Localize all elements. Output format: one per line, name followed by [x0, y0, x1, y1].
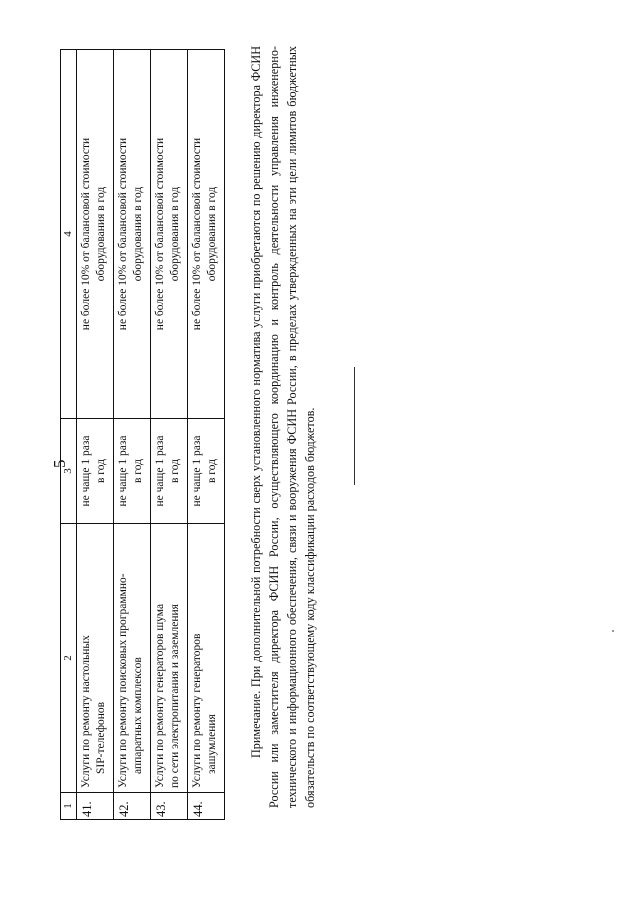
norm-line: не более 10% от балансовой стоимости: [116, 137, 129, 331]
table-row: [113, 50, 150, 820]
service-name-line: зашумления: [205, 714, 218, 774]
frequency-cell: [150, 419, 187, 524]
separator-line: [354, 367, 355, 485]
row-number: 44.: [187, 793, 224, 820]
frequency-line: в год: [168, 459, 181, 484]
row-number: 41.: [76, 793, 113, 820]
service-name-cell: [76, 524, 113, 793]
frequency-line: не чаще 1 раза: [190, 435, 203, 507]
norm-line: оборудования в год: [131, 186, 144, 282]
service-name-line: Услуги по ремонту генераторов шума: [153, 603, 166, 788]
table-row: [76, 50, 113, 820]
norm-line: не более 10% от балансовой стоимости: [79, 137, 92, 331]
frequency-cell: [113, 419, 150, 524]
header-cell: 3: [61, 419, 77, 524]
service-name-cell: [113, 524, 150, 793]
service-name-cell: [187, 524, 224, 793]
service-name-line: по сети электропитания и заземления: [168, 604, 181, 788]
frequency-line: в год: [94, 459, 107, 484]
header-cell: 1: [61, 793, 77, 820]
header-cell: 2: [61, 524, 77, 793]
frequency-line: в год: [131, 459, 144, 484]
service-name-line: аппаратных комплексов: [131, 657, 144, 774]
norm-line: оборудования в год: [94, 186, 107, 282]
frequency-line: в год: [205, 459, 218, 484]
frequency-line: не чаще 1 раза: [79, 435, 92, 507]
frequency-cell: [187, 419, 224, 524]
norm-cell: [150, 50, 187, 419]
note-paragraph: [248, 46, 320, 808]
service-name-cell: [150, 524, 187, 793]
table-row: [150, 50, 187, 820]
services-table: [60, 49, 225, 820]
table-header-row: [61, 50, 77, 820]
norm-cell: [187, 50, 224, 419]
frequency-line: не чаще 1 раза: [153, 435, 166, 507]
norm-line: не более 10% от балансовой стоимости: [190, 137, 203, 331]
frequency-line: не чаще 1 раза: [116, 435, 129, 507]
row-number: 42.: [113, 793, 150, 820]
scan-speck: [612, 630, 614, 632]
norm-line: оборудования в год: [168, 186, 181, 282]
header-cell: 4: [61, 50, 77, 419]
service-name-line: Услуги по ремонту настольных: [79, 635, 92, 788]
frequency-cell: [76, 419, 113, 524]
note-text: Примечание. При дополнительной потребности сверх установленного норматива услуги приобретаются по решению директора ФСИН России или заместителя директора ФСИН России, осуществляющего координацию и контроль деятельности управления инженерно-технического и информационного обеспечения, связи и вооружения ФСИН России, в пределах утвержденных на эти цели лимитов бюджетных обязательств по соответствующему коду классификации расходов бюджетов.: [249, 46, 317, 808]
service-name-line: Услуги по ремонту генераторов: [190, 633, 203, 788]
norm-cell: [113, 50, 150, 419]
page-number: 5: [50, 459, 69, 468]
norm-cell: [76, 50, 113, 419]
row-number: 43.: [150, 793, 187, 820]
norm-line: оборудования в год: [205, 186, 218, 282]
norm-line: не более 10% от балансовой стоимости: [153, 137, 166, 331]
service-name-line: Услуги по ремонту поисковых программно-: [116, 573, 129, 788]
service-name-line: SIP-телефонов: [94, 701, 107, 774]
table-row: [187, 50, 224, 820]
